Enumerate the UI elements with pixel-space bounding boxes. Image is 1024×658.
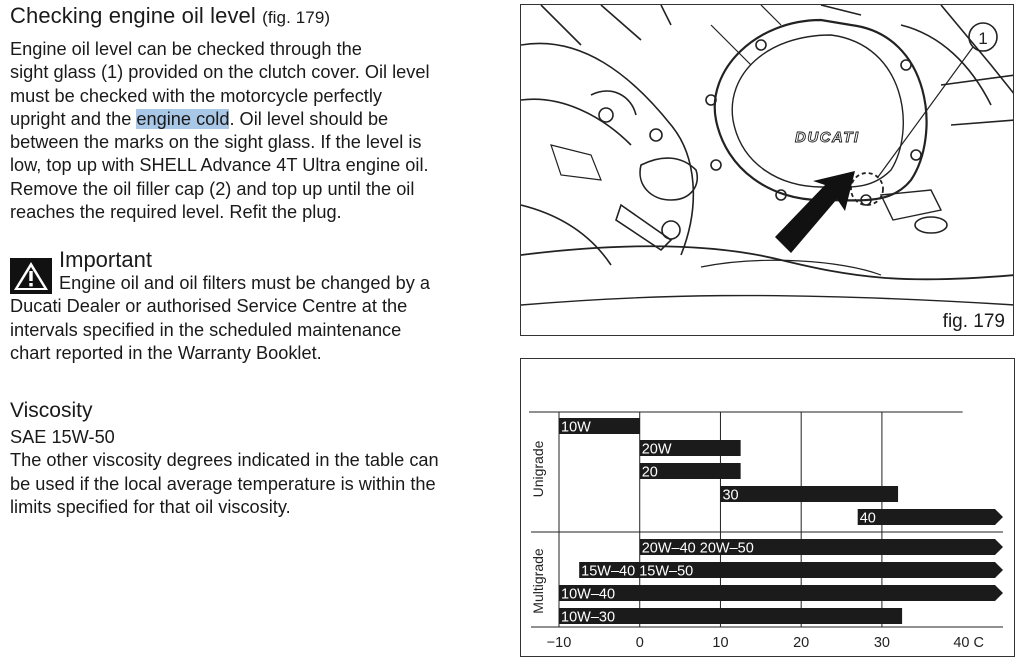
tick-label: 20 [793,635,810,651]
highlighted-text[interactable]: engine cold [136,108,230,129]
tick-label: 10 [712,635,729,651]
figure-label: fig. 179 [942,311,1005,332]
chart-bar [559,585,1003,601]
clutch-cover-drawing [521,5,1014,336]
chart-bar [720,486,898,502]
section-title-text: Checking engine oil level [10,3,256,28]
group-label: Multigrade [530,548,546,614]
body-line: . Oil level should be [229,108,389,129]
body-line: upright and the [10,108,137,129]
body-line: Engine oil level can be checked through the [10,39,362,59]
section-title [10,2,505,32]
chart-bar [858,509,1003,525]
body-line: sight glass (1) provided on the clutch cover. Oil level [10,62,430,83]
body-line: must be checked with the motorcycle perfectly [10,85,382,106]
text-column [10,0,505,517]
body-line: low, top up with SHELL Advance 4T Ultra engine oil. [10,155,429,176]
viscosity-line: The other viscosity degrees indicated in the table can [10,450,439,471]
bar-label: 10W–40 [561,586,616,603]
important-line: chart reported in the Warranty Booklet. [10,342,322,363]
bar-label: 40 [859,510,876,527]
important-line: Ducati Dealer or authorised Service Centre at the [10,296,408,317]
brand-lettering: DUCATI [795,129,860,146]
warning-icon [10,258,52,294]
viscosity-body [10,426,505,519]
important-note [10,248,505,365]
section-body [10,38,505,224]
bar-label: 10W–30 [561,609,616,626]
bar-label: 20 [641,464,658,481]
bar-label: 20W–40 20W–50 [641,540,754,557]
tick-label: 40 C [953,635,984,651]
important-line: intervals specified in the scheduled maintenance [10,319,402,340]
body-line: reaches the required level. Refit the plug. [10,202,342,223]
sae-grade: SAE 15W-50 [10,427,115,447]
body-line: between the marks on the sight glass. If the level is [10,132,422,153]
important-body [10,272,505,365]
viscosity-line: limits specified for that oil viscosity. [10,496,291,517]
callout-number: 1 [978,29,988,48]
tick-label: 0 [635,635,644,651]
viscosity-line: be used if the local average temperature is within the [10,473,436,494]
bar-label: 20W [641,441,672,458]
bar-label: 10W [561,419,591,436]
fig-reference: (fig. 179) [262,8,331,27]
tick-label: 30 [873,635,890,651]
viscosity-section [10,398,505,519]
engine-illustration [520,4,1014,336]
tick-label: −10 [546,635,572,651]
pointer-arrow-icon [775,171,855,253]
viscosity-chart [520,358,1015,657]
body-line: Remove the oil filler cap (2) and top up until the oil [10,178,415,199]
important-line: Engine oil and oil filters must be changed by a [59,273,431,293]
bar-label: 30 [722,487,739,504]
viscosity-chart-svg [521,359,1016,658]
viscosity-title: Viscosity [10,399,93,422]
important-title: Important [59,247,152,272]
group-label: Unigrade [530,440,546,498]
bar-label: 15W–40 15W–50 [581,563,694,580]
